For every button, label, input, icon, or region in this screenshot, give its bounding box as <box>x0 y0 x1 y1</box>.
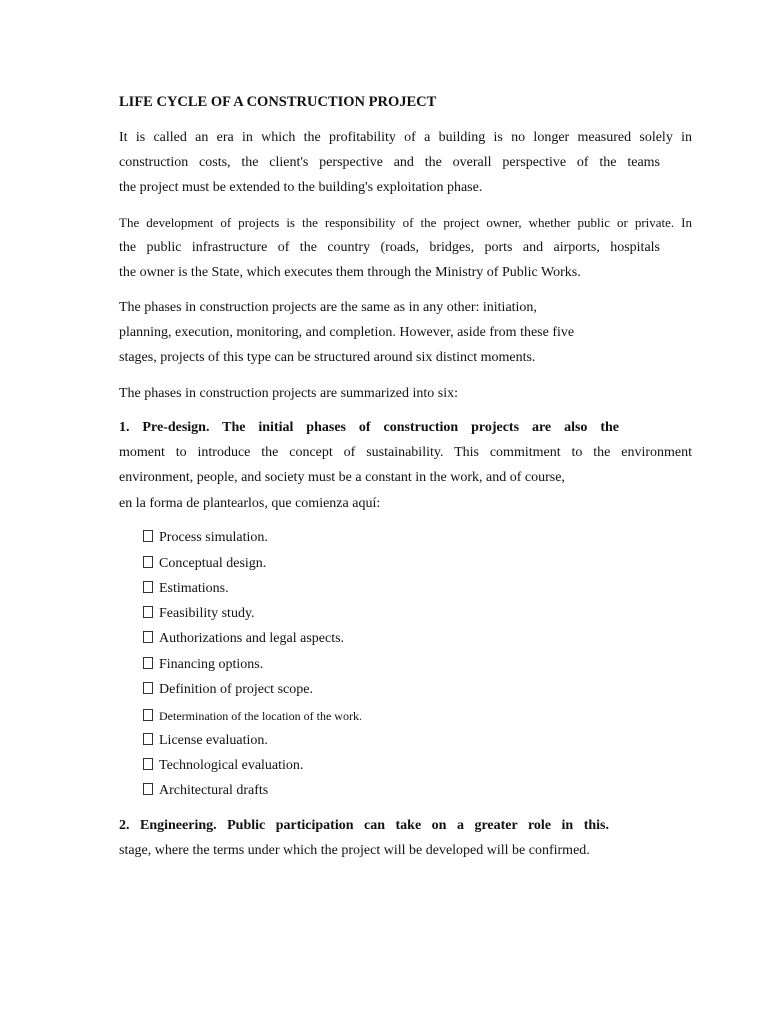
checkbox-glyph-icon <box>143 530 153 542</box>
section-1-line-4: en la forma de plantearlos, que comienza aquí: <box>119 496 381 511</box>
bullet-item: Feasibility study. <box>143 605 255 623</box>
paragraph-3-line-1: The phases in construction projects are the same as in any other: initiation, <box>119 300 537 315</box>
checkbox-glyph-icon <box>143 758 153 770</box>
paragraph-4: The phases in construction projects are summarized into six: <box>119 386 459 401</box>
bullet-item: Conceptual design. <box>143 555 266 573</box>
checkbox-glyph-icon <box>143 606 153 618</box>
paragraph-2-line-2: the public infrastructure of the country (roads, bridges, ports and airports, hospitals <box>119 240 660 255</box>
checkbox-glyph-icon <box>143 733 153 745</box>
section-1-line-2: moment to introduce the concept of sustainability. This commitment to the environment <box>119 445 692 460</box>
bullet-item: Financing options. <box>143 656 263 674</box>
checkbox-glyph-icon <box>143 709 153 721</box>
bullet-item: Definition of project scope. <box>143 681 313 699</box>
paragraph-1-line-1: It is called an era in which the profitability of a building is no longer measured solely in <box>119 130 692 145</box>
bullet-item: Technological evaluation. <box>143 757 303 775</box>
section-2-heading: 2. Engineering. Public participation can take on a greater role in this. <box>119 818 609 833</box>
checkbox-glyph-icon <box>143 581 153 593</box>
paragraph-2-line-3: the owner is the State, which executes them through the Ministry of Public Works. <box>119 265 581 280</box>
section-2-line-2: stage, where the terms under which the project will be developed will be confirmed. <box>119 843 590 858</box>
paragraph-1-line-3: the project must be extended to the building's exploitation phase. <box>119 180 483 195</box>
paragraph-2-line-1: The development of projects is the responsibility of the project owner, whether public or private. In <box>119 215 692 230</box>
bullet-item: Authorizations and legal aspects. <box>143 630 344 648</box>
checkbox-glyph-icon <box>143 631 153 643</box>
paragraph-1-line-2: construction costs, the client's perspective and the overall perspective of the teams <box>119 155 660 170</box>
section-1-line-3: environment, people, and society must be a constant in the work, and of course, <box>119 470 565 485</box>
document-title: LIFE CYCLE OF A CONSTRUCTION PROJECT <box>119 94 437 110</box>
checkbox-glyph-icon <box>143 657 153 669</box>
checkbox-glyph-icon <box>143 682 153 694</box>
bullet-item: Determination of the location of the work. <box>143 707 362 725</box>
paragraph-3-line-2: planning, execution, monitoring, and completion. However, aside from these five <box>119 325 575 340</box>
paragraph-3-line-3: stages, projects of this type can be structured around six distinct moments. <box>119 350 536 365</box>
checkbox-glyph-icon <box>143 556 153 568</box>
bullet-item: Estimations. <box>143 580 229 598</box>
checkbox-glyph-icon <box>143 783 153 795</box>
bullet-item: Architectural drafts <box>143 782 268 800</box>
section-1-heading: 1. Pre-design. The initial phases of construction projects are also the <box>119 420 619 435</box>
bullet-item: Process simulation. <box>143 529 268 547</box>
bullet-item: License evaluation. <box>143 732 268 750</box>
